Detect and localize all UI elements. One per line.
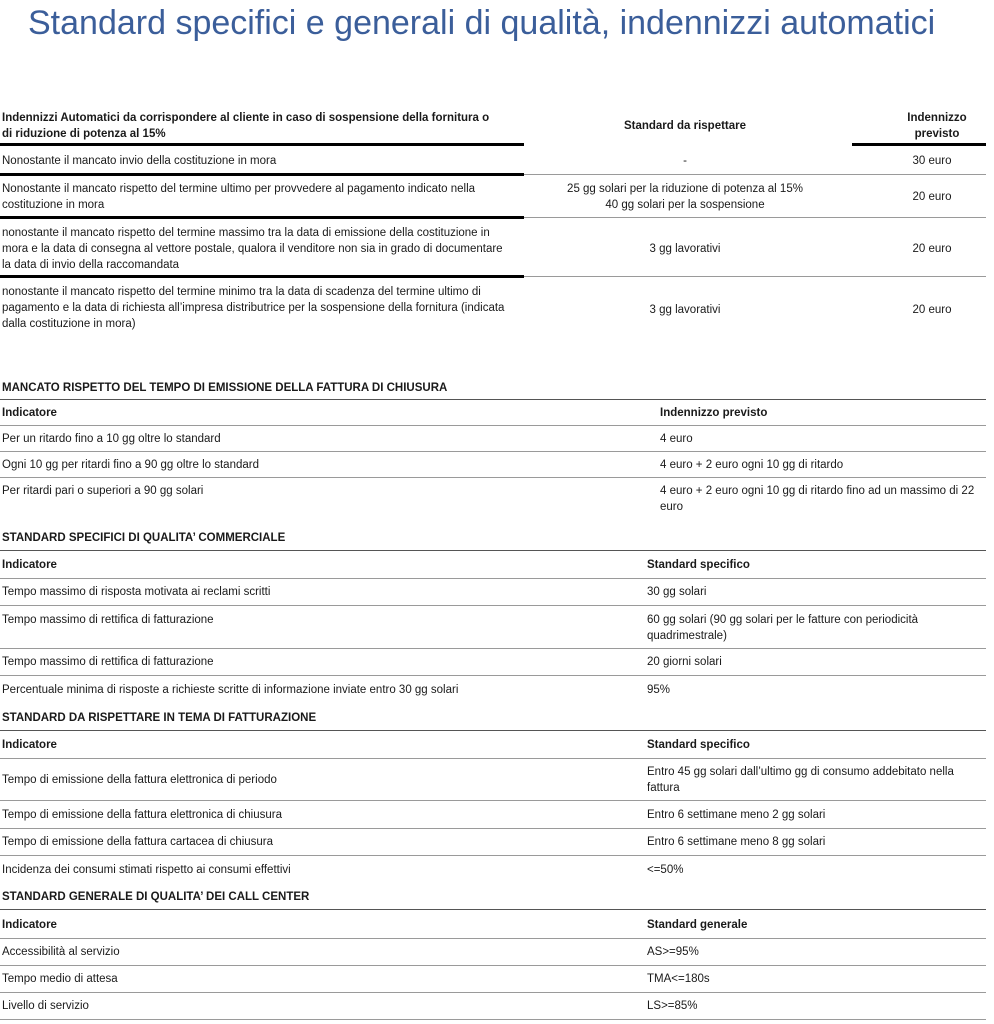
t1-row-standard: 3 gg lavorativi — [649, 304, 721, 316]
column-header-indicatore: Indicatore — [2, 559, 57, 571]
row-value: Entro 6 settimane meno 2 gg solari — [647, 809, 826, 821]
row-indicatore: Per un ritardo fino a 10 gg oltre lo standard — [2, 433, 221, 445]
row-value: 95% — [647, 684, 671, 696]
row-indicatore: Accessibilità al servizio — [2, 946, 120, 958]
column-header-indicatore: Indicatore — [2, 407, 57, 419]
section-heading: MANCATO RISPETTO DEL TEMPO DI EMISSIONE DELLA FATTURA DI CHIUSURA — [2, 382, 448, 394]
column-header-indicatore: Indicatore — [2, 919, 57, 931]
row-indicatore: Per ritardi pari o superiori a 90 gg solari — [2, 485, 204, 497]
row-indicatore: Tempo medio di attesa — [2, 973, 118, 985]
row-value: <=50% — [647, 864, 684, 876]
row-indicatore: Tempo massimo di risposta motivata ai reclami scritti — [2, 586, 271, 598]
t1-header-indennizzo: Indennizzo previsto — [907, 112, 967, 140]
t1-row-indennizzo: 20 euro — [912, 243, 952, 255]
t1-row-indennizzo: 20 euro — [912, 191, 952, 203]
row-value: LS>=85% — [647, 1000, 698, 1012]
t1-header-description: Indennizzi Automatici da corrispondere al cliente in caso di sospensione della fornitura o di riduzione di potenza al 15% — [2, 112, 490, 140]
t1-row-standard: 25 gg solari per la riduzione di potenza al 15% 40 gg solari per la sospensione — [567, 183, 803, 211]
t1-header-standard: Standard da rispettare — [623, 120, 747, 132]
t1-row-description: nonostante il mancato rispetto del termine minimo tra la data di scadenza del termine ultimo di pagamento e la data di richiesta all’impresa distributrice per la sospensione della fornitura (indicata dalla costituzione in mora) — [2, 286, 505, 330]
row-value: Entro 6 settimane meno 8 gg solari — [647, 836, 826, 848]
row-indicatore: Incidenza dei consumi stimati rispetto ai consumi effettivi — [2, 864, 291, 876]
t1-row-standard: - — [683, 155, 687, 167]
row-indicatore: Tempo massimo di rettifica di fatturazione — [2, 656, 214, 668]
column-header-indennizzo: Indennizzo previsto — [660, 407, 768, 419]
row-value: Entro 45 gg solari dall’ultimo gg di consumo addebitato nella fattura — [647, 766, 954, 794]
t1-row-indennizzo: 30 euro — [912, 155, 952, 167]
t1-row-description: Nonostante il mancato rispetto del termine ultimo per provvedere al pagamento indicato nella costituzione in mora — [2, 183, 476, 211]
row-value: 4 euro — [660, 433, 693, 445]
t1-row-description: nonostante il mancato rispetto del termine massimo tra la data di emissione della costituzione in mora e la data di consegna al vettore postale, qualora il venditore non sia in grado di documentare la data di invio della raccomandata — [2, 227, 503, 271]
row-indicatore: Tempo di emissione della fattura cartacea di chiusura — [2, 836, 274, 848]
row-value: 4 euro + 2 euro ogni 10 gg di ritardo — [660, 459, 844, 471]
row-indicatore: Ogni 10 gg per ritardi fino a 90 gg oltre lo standard — [2, 459, 259, 471]
t1-row-standard: 3 gg lavorativi — [649, 243, 721, 255]
page-title: Standard specifici e generali di qualità, indennizzi automatici — [28, 4, 936, 42]
row-value: 20 giorni solari — [647, 656, 722, 668]
row-indicatore: Percentuale minima di risposte a richieste scritte di informazione inviate entro 30 gg solari — [2, 684, 459, 696]
section-heading: STANDARD DA RISPETTARE IN TEMA DI FATTURAZIONE — [2, 712, 317, 724]
row-value: 60 gg solari (90 gg solari per le fatture con periodicità quadrimestrale) — [647, 614, 919, 642]
row-value: 30 gg solari — [647, 586, 707, 598]
row-value: AS>=95% — [647, 946, 699, 958]
row-indicatore: Livello di servizio — [2, 1000, 89, 1012]
column-header-standard: Standard specifico — [647, 559, 750, 571]
section-heading: STANDARD SPECIFICI DI QUALITA’ COMMERCIALE — [2, 532, 286, 544]
row-value: TMA<=180s — [647, 973, 710, 985]
t1-row-description: Nonostante il mancato invio della costituzione in mora — [2, 155, 277, 167]
row-indicatore: Tempo massimo di rettifica di fatturazione — [2, 614, 214, 626]
row-value: 4 euro + 2 euro ogni 10 gg di ritardo fino ad un massimo di 22 euro — [660, 485, 975, 513]
t1-row-indennizzo: 20 euro — [912, 304, 952, 316]
column-header-standard: Standard specifico — [647, 739, 750, 751]
row-indicatore: Tempo di emissione della fattura elettronica di chiusura — [2, 809, 282, 821]
column-header-standard: Standard generale — [647, 919, 748, 931]
column-header-indicatore: Indicatore — [2, 739, 57, 751]
row-indicatore: Tempo di emissione della fattura elettronica di periodo — [2, 774, 277, 786]
section-heading: STANDARD GENERALE DI QUALITA’ DEI CALL CENTER — [2, 891, 310, 903]
